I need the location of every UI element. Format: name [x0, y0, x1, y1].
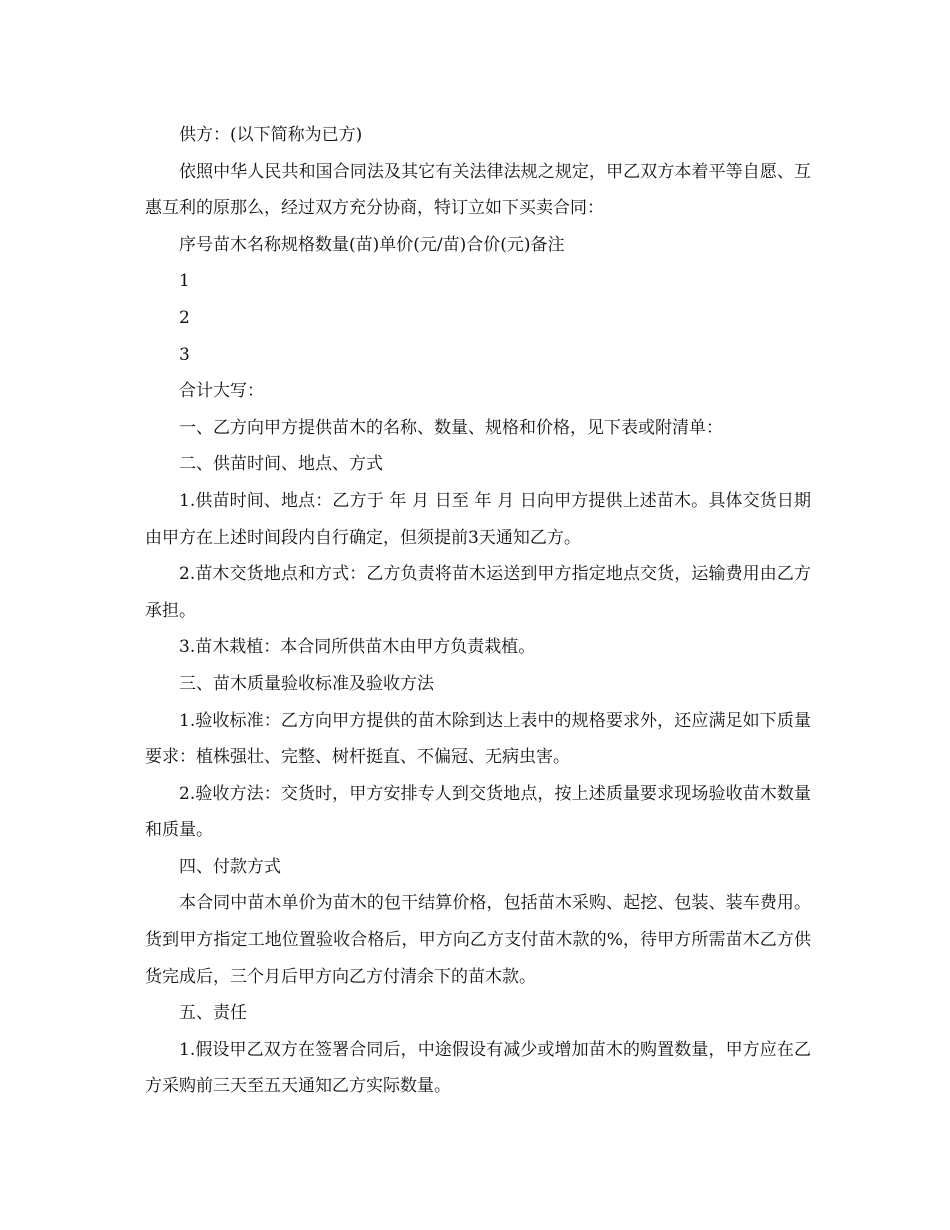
clause-3-1: 1.验收标准：乙方向甲方提供的苗木除到达上表中的规格要求外，还应满足如下质量要求：植株强壮、完整、树杆挺直、不偏冠、无病虫害。: [145, 710, 811, 768]
document-body: [145, 117, 811, 1105]
table-header-line: 序号苗木名称规格数量(苗)单价(元/苗)合价(元)备注: [179, 234, 565, 255]
table-row-1: 1: [179, 271, 190, 292]
section-2-heading: 二、供苗时间、地点、方式: [179, 454, 383, 475]
clause-2-3: 3.苗木栽植：本合同所供苗木由甲方负责栽植。: [179, 637, 536, 658]
clause-2-1: 1.供苗时间、地点：乙方于 年 月 日至 年 月 日向甲方提供上述苗木。具体交货日期由甲方在上述时间段内自行确定，但须提前3天通知乙方。: [145, 490, 811, 548]
clause-5-1: 1.假设甲乙双方在签署合同后，中途假设有减少或增加苗木的购置数量，甲方应在乙方采购前三天至五天通知乙方实际数量。: [145, 1039, 811, 1097]
supplier-line: 供方：(以下简称为已方): [179, 125, 363, 145]
table-row-2: 2: [179, 307, 190, 328]
section-4-heading: 四、付款方式: [179, 856, 281, 877]
clause-3-2: 2.验收方法：交货时，甲方安排专人到交货地点，按上述质量要求现场验收苗木数量和质量。: [145, 783, 811, 841]
section-5-heading: 五、责任: [179, 1003, 247, 1024]
preamble-paragraph: 依照中华人民共和国合同法及其它有关法律法规之规定，甲乙双方本着平等自愿、互惠互利的原那么，经过双方充分协商，特订立如下买卖合同：: [145, 161, 811, 219]
total-in-words-line: 合计大写：: [179, 381, 264, 402]
section-1-heading: 一、乙方向甲方提供苗木的名称、数量、规格和价格，见下表或附清单：: [179, 417, 723, 438]
table-row-3: 3: [179, 344, 190, 365]
section-3-heading: 三、苗木质量验收标准及验收方法: [179, 673, 434, 694]
payment-paragraph: 本合同中苗木单价为苗木的包干结算价格，包括苗木采购、起挖、包装、装车费用。货到甲方指定工地位置验收合格后，甲方向乙方支付苗木款的%，待甲方所需苗木乙方供货完成后，三个月后甲方向乙方付清余下的苗木款。: [145, 893, 811, 987]
clause-2-2: 2.苗木交货地点和方式：乙方负责将苗木运送到甲方指定地点交货，运输费用由乙方承担。: [145, 564, 811, 621]
